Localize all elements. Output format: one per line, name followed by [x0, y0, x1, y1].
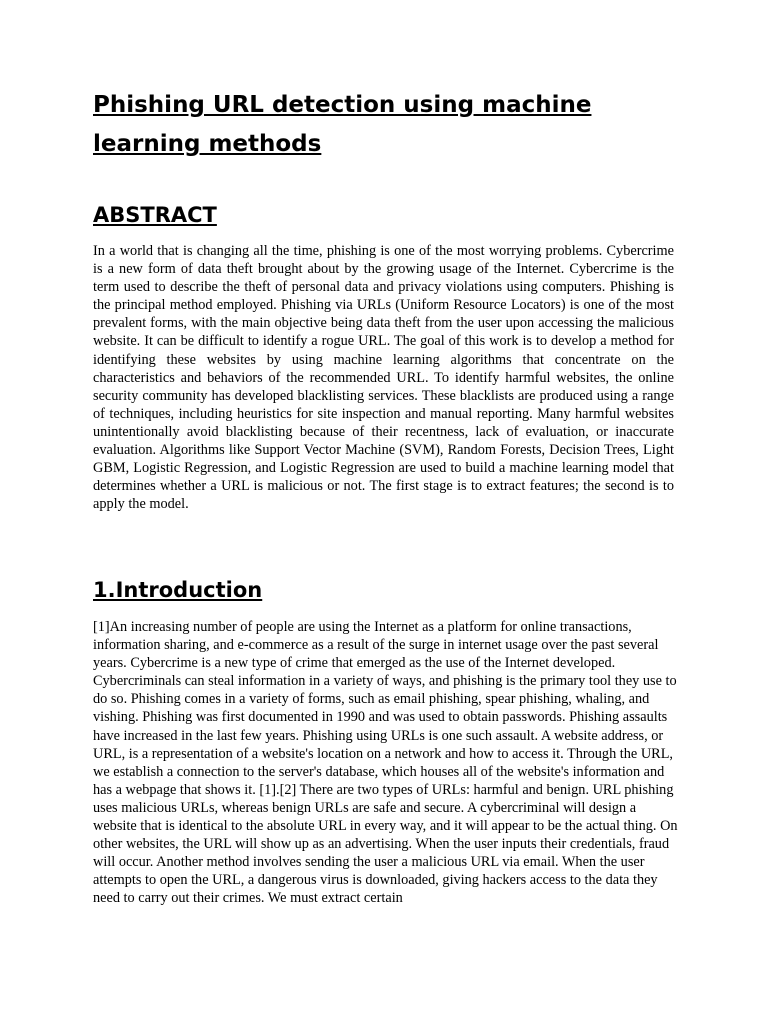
document-title: Phishing URL detection using machine learning methods: [93, 92, 592, 157]
abstract-paragraph: In a world that is changing all the time, phishing is one of the most worrying problems. Cybercrime is a new form of data theft brought about by the growing usage of the Internet. Cybercrime is the term used to describe the theft of personal data and privacy violations using computers. Phishing is the principal method employed. Phishing via URLs (Uniform Resource Locators) is one of the most prevalent forms, with the main objective being data theft from the user upon accessing the malicious website. It can be difficult to identify a rogue URL. The goal of this work is to develop a method for identifying these websites by using machine learning algorithms that concentrate on the characteristics and behaviors of the recommended URL. To identify harmful websites, the online security community has developed blacklisting services. These blacklists are produced using a range of techniques, including heuristics for site inspection and manual reporting. Many harmful websites unintentionally avoid blacklisting because of their recentness, lack of evaluation, or inaccurate evaluation. Algorithms like Support Vector Machine (SVM), Random Forests, Decision Trees, Light GBM, Logistic Regression, and Logistic Regression are used to build a machine learning model that determines whether a URL is malicious or not. The first stage is to extract features; the second is to apply the model.: [93, 243, 674, 513]
introduction-heading: 1.Introduction: [93, 578, 263, 602]
introduction-paragraph: [1]An increasing number of people are using the Internet as a platform for online transactions, information sharing, and e-commerce as a result of the surge in internet usage over the past several years. Cybercrime is a new type of crime that emerged as the use of the Internet developed. Cybercriminals can steal information in a variety of ways, and phishing is the primary tool they use to do so. Phishing comes in a variety of forms, such as email phishing, spear phishing, whaling, and vishing. Phishing was first documented in 1990 and was used to obtain passwords. Phishing assaults have increased in the last few years. Phishing using URLs is one such assault. A website address, or URL, is a representation of a website's location on a network and how to access it. Through the URL, we establish a connection to the server's database, which houses all of the website's information and has a webpage that shows it. [1].[2] There are two types of URLs: harmful and benign. URL phishing uses malicious URLs, whereas benign URLs are safe and secure. A cybercriminal will design a website that is identical to the absolute URL in every way, and it will appear to be the actual thing. On other websites, the URL will show up as an advertising. When the user inputs their credentials, fraud will occur. Another method involves sending the user a malicious URL via email. When the user attempts to open the URL, a dangerous virus is downloaded, giving hackers access to the data they need to carry out their crimes. We must extract certain: [93, 619, 678, 907]
abstract-heading: ABSTRACT: [93, 203, 217, 227]
